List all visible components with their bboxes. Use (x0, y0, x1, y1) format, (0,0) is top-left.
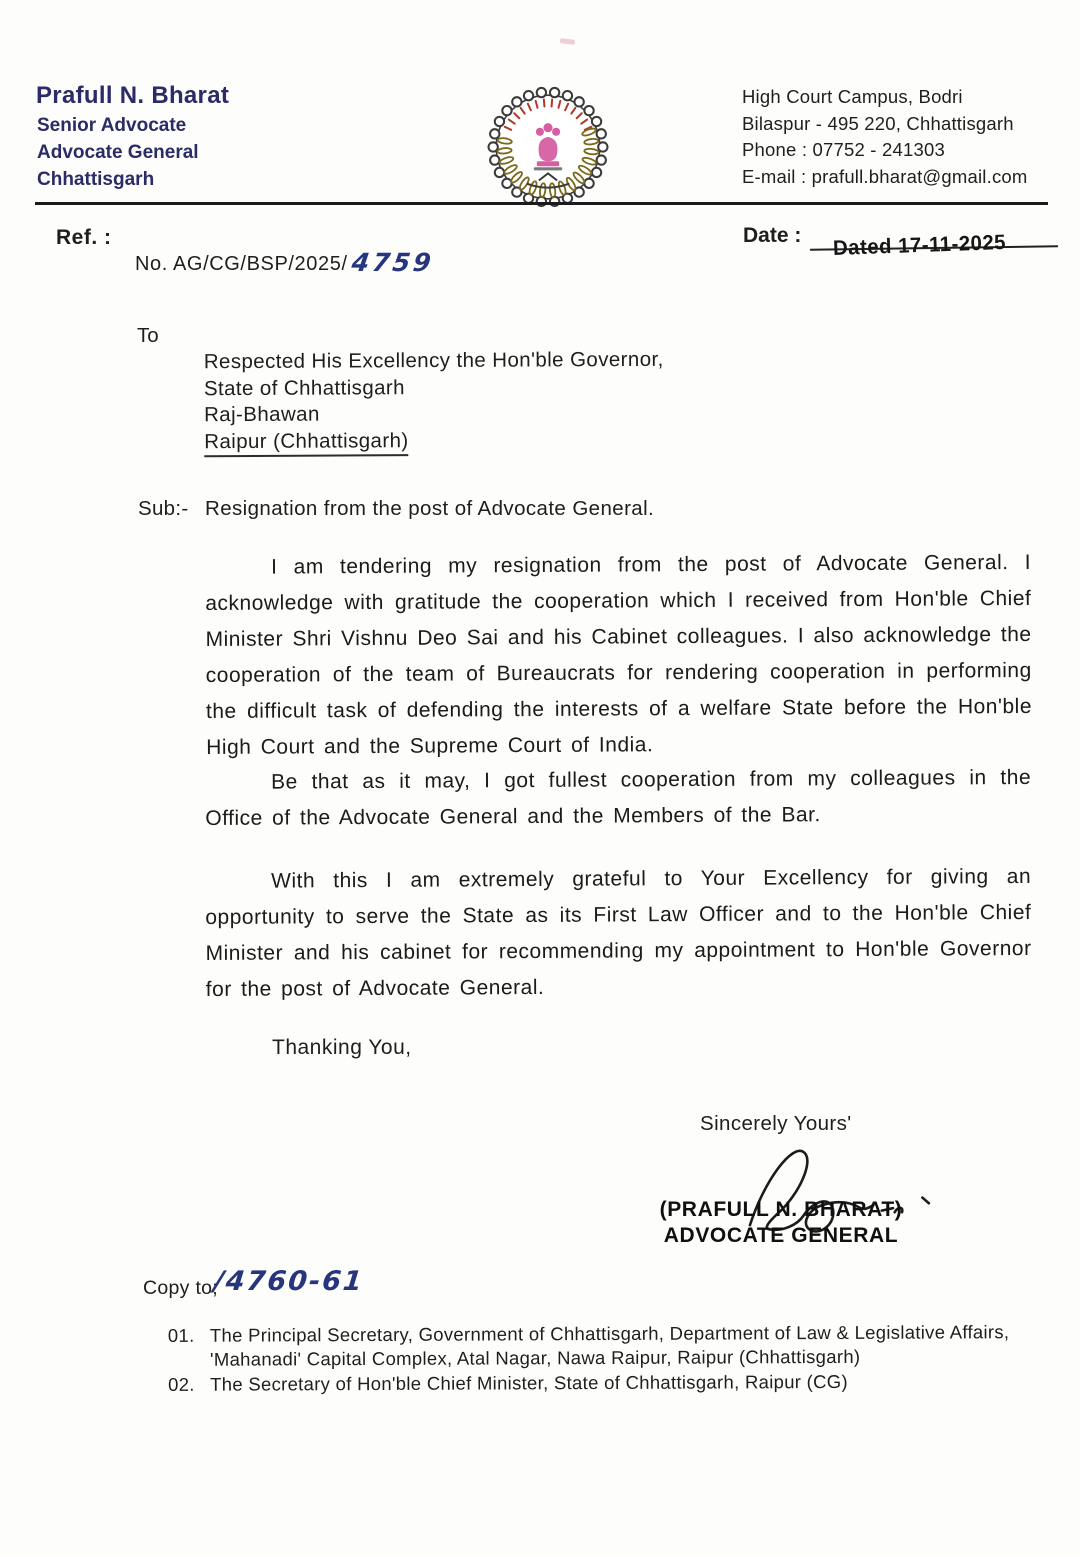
ref-number-handwritten: 4759 (349, 248, 436, 277)
closing-salutation: Sincerely Yours' (700, 1112, 852, 1135)
contact-line: E-mail : prafull.bharat@gmail.com (742, 165, 1028, 187)
recipient-line-underlined: Raipur (Chhattisgarh) (204, 428, 409, 458)
letterhead-title-line: Chhattisgarh (37, 169, 155, 190)
copy-to-label: Copy to; (143, 1277, 219, 1299)
recipient-address (204, 347, 664, 457)
copy-item (168, 1320, 1034, 1372)
copy-item-text: The Principal Secretary, Government of Chhattisgarh, Department of Law & Legislative Affairs, 'Mahanadi' Capital Complex, Atal Nagar, Nawa Raipur, Raipur (Chhattisgarh) (209, 1321, 1010, 1370)
copy-to-handwritten: /4760-61 (212, 1266, 366, 1297)
signature-block (640, 1197, 922, 1249)
letterhead-title-line: Senior Advocate (37, 115, 187, 136)
body-paragraph-3 (205, 859, 1032, 1008)
ref-label: Ref. : (56, 226, 112, 249)
chhattisgarh-government-emblem-icon (482, 82, 614, 214)
paragraph-text: With this I am extremely grateful to Your Excellency for giving an opportunity to serve the State as its First Law Officer and to the Hon'ble Chief Minister and his cabinet for recommending my appointment to Hon'ble Governor for the post of Advocate General. (205, 864, 1032, 1001)
letterhead-titles (37, 112, 199, 193)
copy-item-number: 01. (167, 1324, 195, 1346)
signer-title: ADVOCATE GENERAL (663, 1224, 899, 1247)
ref-number (135, 247, 436, 277)
body-paragraph-2 (205, 760, 1031, 837)
date-label: Date : (743, 224, 802, 247)
scan-artifact (560, 38, 576, 45)
recipient-line: Raj-Bhawan (204, 402, 320, 427)
subject-label: Sub:- (138, 497, 189, 520)
recipient-line: State of Chhattisgarh (203, 375, 405, 400)
body-paragraph-1 (205, 545, 1032, 766)
copy-item-number: 02. (168, 1373, 195, 1395)
thanking-line: Thanking You, (272, 1036, 412, 1059)
subject-text: Resignation from the post of Advocate General. (205, 497, 655, 520)
contact-line: Phone : 07752 - 241303 (742, 139, 945, 160)
letterhead-name: Prafull N. Bharat (36, 82, 230, 109)
ref-number-printed: No. AG/CG/BSP/2025/ (135, 253, 348, 275)
letterhead-contact (742, 84, 1028, 190)
date-stamp: Dated 17-11-2025 (832, 230, 1007, 260)
paragraph-text: Be that as it may, I got fullest cooperation from my colleagues in the Office of the Advocate General and the Members of the Bar. (205, 765, 1032, 830)
recipient-label: To (137, 324, 159, 347)
header-divider (35, 202, 1048, 205)
recipient-line: Respected His Excellency the Hon'ble Governor, (203, 347, 664, 374)
signer-name: (PRAFULL N. BHARAT) (659, 1198, 903, 1221)
contact-line: Bilaspur - 495 220, Chhattisgarh (742, 112, 1014, 134)
paragraph-text: I am tendering my resignation from the post of Advocate General. I acknowledge with gratitude the cooperation which I received from Hon'ble Chief Minister Shri Vishnu Deo Sai and his Cabinet colleagues. I also acknowledge the cooperation of the team of Bureaucrats for rendering cooperation in performing the difficult task of defending the interests of a welfare State before the Hon'ble High Court and the Supreme Court of India. (205, 550, 1033, 759)
copy-to-list (168, 1320, 1034, 1398)
copy-item-text: The Secretary of Hon'ble Chief Minister, State of Chhattisgarh, Raipur (CG) (210, 1370, 848, 1395)
copy-item (168, 1369, 1034, 1397)
letterhead-title-line: Advocate General (37, 142, 199, 163)
contact-line: High Court Campus, Bodri (742, 86, 963, 107)
